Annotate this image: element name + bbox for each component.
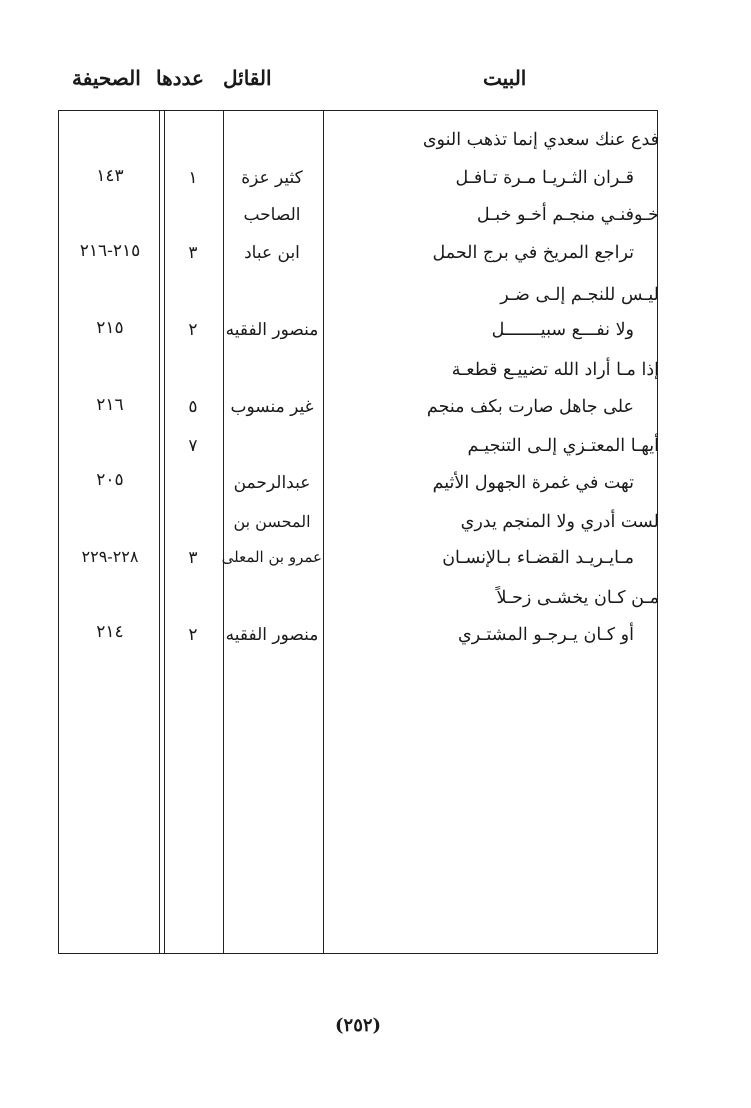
verse-count: ٢	[188, 320, 198, 340]
column-divider	[159, 111, 160, 953]
page-reference: ٢١٤	[96, 622, 124, 642]
poet-name: عمرو بن المعلى	[221, 548, 322, 566]
header-count: عددها	[156, 66, 204, 90]
poet-name: غير منسوب	[230, 397, 314, 417]
poet-name: منصور الفقيه	[225, 320, 319, 340]
verse-second-hemistich: مـايـريـد القضـاء بـالإنسـان	[442, 548, 634, 568]
header-poet: القائل	[223, 66, 272, 90]
poet-name: عبدالرحمن	[233, 473, 311, 493]
column-divider	[164, 111, 165, 953]
poet-name: ابن عباد	[244, 243, 300, 263]
verse-second-hemistich: ولا نفـــع سبيـــــــل	[491, 320, 634, 340]
verse-first-hemistich: مـن كـان يخشـى زحـلاً	[496, 588, 659, 608]
header-page: الصحيفة	[72, 66, 141, 90]
column-divider	[223, 111, 224, 953]
verse-count: ١	[188, 168, 198, 188]
poet-name-line1: المحسن بن	[233, 512, 311, 531]
verse-first-hemistich: فدع عنك سعدي إنما تذهب النوى	[422, 130, 659, 150]
page-reference: ٢١٥-٢١٦	[79, 241, 141, 261]
verse-first-hemistich: لست أدري ولا المنجم يدري	[460, 512, 659, 532]
verse-second-hemistich: تهت في غمرة الجهول الأثيم	[432, 473, 634, 493]
page-number: (٢٥٢)	[335, 1015, 382, 1036]
poet-name: منصور الفقيه	[225, 625, 319, 645]
verse-count: ٥	[188, 397, 198, 417]
verse-second-hemistich: تراجع المريخ في برج الحمل	[432, 243, 634, 263]
verse-count: ٧	[188, 436, 198, 456]
verse-count: ٣	[188, 548, 198, 568]
page-reference: ٢١٦	[96, 395, 124, 415]
verse-first-hemistich: إذا مـا أراد الله تضييـع قطعـة	[451, 360, 659, 380]
verse-second-hemistich: قـران الثـريـا مـرة تـافـل	[455, 168, 634, 188]
verse-first-hemistich: ليـس للنجـم إلـى ضـر	[500, 285, 659, 305]
poet-name: كثير عزة	[241, 168, 303, 188]
verse-second-hemistich: أو كـان يـرجـو المشتـري	[458, 625, 634, 645]
header-verse: البيت	[483, 66, 527, 90]
page-reference: ٢٠٥	[96, 470, 124, 490]
column-divider	[323, 111, 324, 953]
page-reference: ٢١٥	[96, 318, 124, 338]
verse-second-hemistich: على جاهل صارت بكف منجم	[426, 397, 634, 417]
page-reference: ٢٢٨-٢٢٩	[81, 547, 139, 566]
verse-first-hemistich: خـوفنـي منجـم أخـو خبـل	[476, 205, 659, 225]
poet-name-line1: الصاحب	[243, 205, 301, 225]
verse-table	[58, 110, 658, 954]
verse-count: ٢	[188, 625, 198, 645]
verse-count: ٣	[188, 243, 198, 263]
verse-first-hemistich: أيهـا المعتـزي إلـى التنجيـم	[467, 436, 659, 456]
page-reference: ١٤٣	[96, 166, 124, 186]
